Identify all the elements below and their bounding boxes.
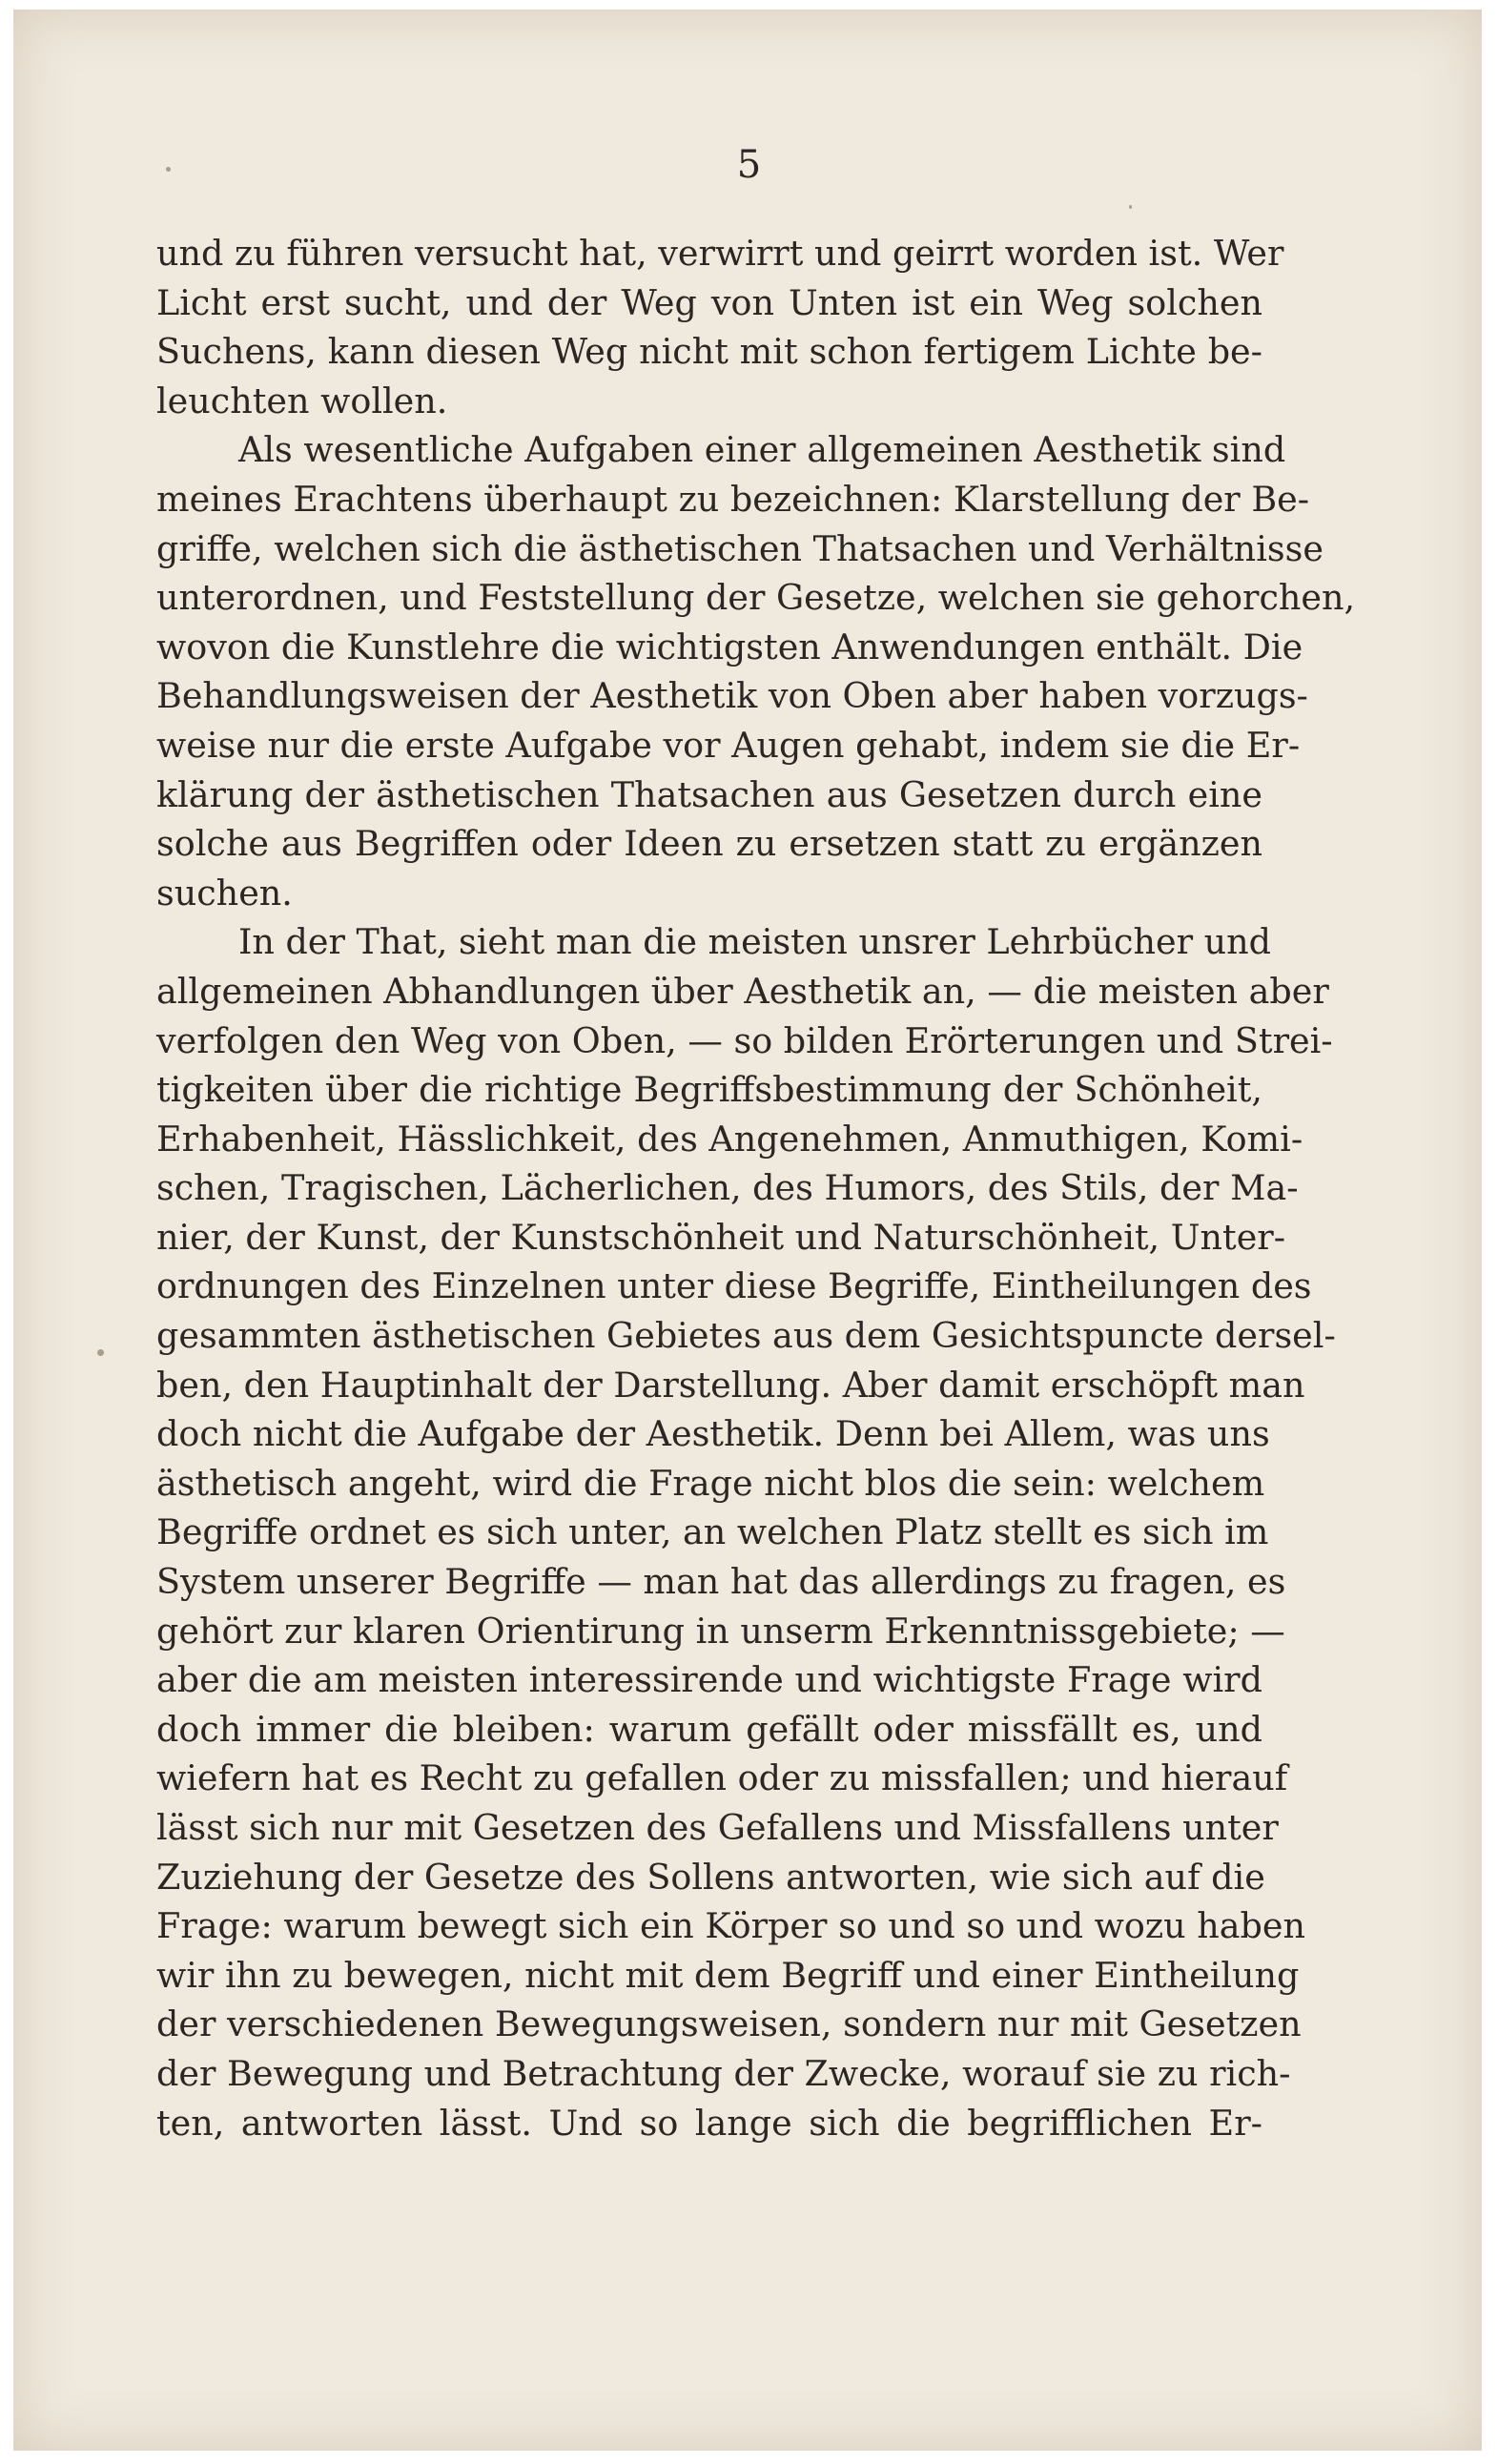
text-line: ben, den Hauptinhalt der Darstellung. Aber damit erschöpft man [156, 1364, 1305, 1406]
text-line: klärung der ästhetischen Thatsachen aus Gesetzen durch eine [156, 773, 1262, 815]
text-line: der verschiedenen Bewegungsweisen, sondern nur mit Gesetzen [156, 2003, 1302, 2045]
body-text [156, 229, 1356, 2147]
text-line: ordnungen des Einzelnen unter diese Begriffe, Eintheilungen des [156, 1265, 1312, 1307]
text-line: suchen. [156, 872, 293, 914]
text-line: solche aus Begriffen oder Ideen zu ersetzen statt zu ergänzen [156, 823, 1262, 865]
page-number: 5 [736, 143, 762, 187]
paragraph-start-line: Als wesentliche Aufgaben einer allgemeinen Aesthetik sind [238, 429, 1286, 471]
text-line: Frage: warum bewegt sich ein Körper so und so und wozu haben [156, 1905, 1305, 1947]
text-line: Suchens, kann diesen Weg nicht mit schon fertigem Lichte be- [156, 331, 1262, 373]
text-line: ten, antworten lässt. Und so lange sich die begrifflichen Er- [156, 2102, 1262, 2144]
text-line: ästhetisch angeht, wird die Frage nicht blos die sein: welchem [156, 1462, 1265, 1504]
ink-speck [97, 1349, 104, 1356]
text-line: meines Erachtens überhaupt zu bezeichnen: Klarstellung der Be- [156, 478, 1310, 520]
text-line: nier, der Kunst, der Kunstschönheit und Naturschönheit, Unter- [156, 1216, 1286, 1258]
text-line: allgemeinen Abhandlungen über Aesthetik an, — die meisten aber [156, 970, 1329, 1012]
text-line: aber die am meisten interessirende und wichtigste Frage wird [156, 1659, 1262, 1701]
text-line: wiefern hat es Recht zu gefallen oder zu missfallen; und hierauf [156, 1757, 1288, 1799]
text-line: Erhabenheit, Hässlichkeit, des Angenehmen, Anmuthigen, Komi- [156, 1118, 1303, 1160]
text-line: wovon die Kunstlehre die wichtigsten Anwendungen enthält. Die [156, 626, 1303, 667]
text-line: der Bewegung und Betrachtung der Zwecke, worauf sie zu rich- [156, 2052, 1291, 2094]
text-line: Zuziehung der Gesetze des Sollens antworten, wie sich auf die [156, 1856, 1265, 1898]
text-line: tigkeiten über die richtige Begriffsbestimmung der Schönheit, [156, 1069, 1262, 1111]
text-line: verfolgen den Weg von Oben, — so bilden Erörterungen und Strei- [156, 1019, 1333, 1061]
text-line: gesammten ästhetischen Gebietes aus dem Gesichtspuncte dersel- [156, 1315, 1336, 1357]
text-line: griffe, welchen sich die ästhetischen Thatsachen und Verhältnisse [156, 527, 1324, 569]
text-line: gehört zur klaren Orientirung in unserm Erkenntnissgebiete; — [156, 1610, 1285, 1652]
text-line: schen, Tragischen, Lächerlichen, des Humors, des Stils, der Ma- [156, 1167, 1299, 1209]
text-line: System unserer Begriffe — man hat das allerdings zu fragen, es [156, 1561, 1286, 1603]
text-line: wir ihn zu bewegen, nicht mit dem Begriff und einer Eintheilung [156, 1954, 1300, 1996]
paragraph-start-line: In der That, sieht man die meisten unsrer Lehrbücher und [238, 921, 1272, 963]
text-line: lässt sich nur mit Gesetzen des Gefallens und Missfallens unter [156, 1807, 1279, 1848]
text-line: und zu führen versucht hat, verwirrt und geirrt worden ist. Wer [156, 233, 1284, 274]
ink-speck [1129, 205, 1132, 209]
text-line: Behandlungsweisen der Aesthetik von Oben aber haben vorzugs- [156, 675, 1308, 717]
text-line: Begriffe ordnet es sich unter, an welchen Platz stellt es sich im [156, 1511, 1269, 1553]
text-line: Licht erst sucht, und der Weg von Unten ist ein Weg solchen [156, 281, 1262, 323]
text-line: doch immer die bleiben: warum gefällt oder missfällt es, und [156, 1708, 1262, 1750]
text-line: unterordnen, und Feststellung der Gesetze, welchen sie gehorchen, [156, 577, 1356, 619]
text-line: doch nicht die Aufgabe der Aesthetik. Denn bei Allem, was uns [156, 1413, 1270, 1455]
text-line: leuchten wollen. [156, 380, 448, 421]
text-line: weise nur die erste Aufgabe vor Augen gehabt, indem sie die Er- [156, 724, 1301, 766]
